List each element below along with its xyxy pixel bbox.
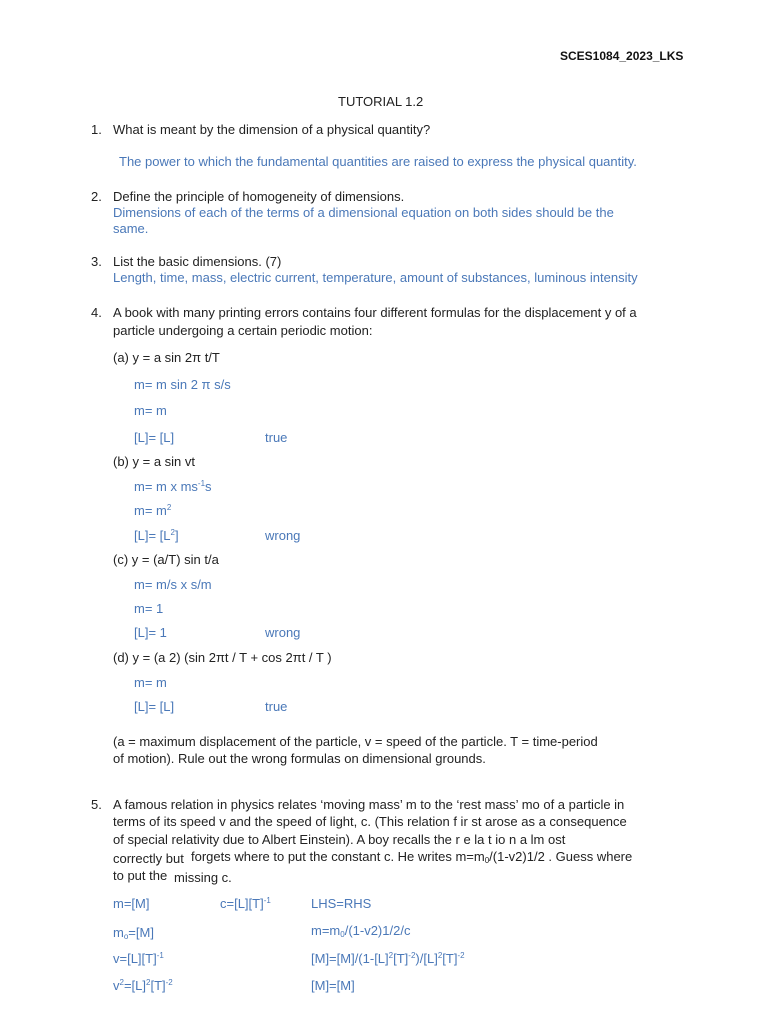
q2-number: 2. (91, 189, 102, 204)
q1-number: 1. (91, 122, 102, 137)
q5-working-final: [M]=[M] (311, 978, 355, 993)
q2-answer-line2: same. (113, 221, 149, 236)
q1-question: What is meant by the dimension of a physical quantity? (113, 122, 431, 137)
q4d-working-1: m= m (134, 675, 167, 690)
q2-answer-line1: Dimensions of each of the terms of a dimensional equation on both sides should be the (113, 205, 614, 220)
q3-answer: Length, time, mass, electric current, temperature, amount of substances, luminous intensity (113, 270, 638, 285)
q4d-formula: (d) y = (a 2) (sin 2πt / T + cos 2πt / T ) (113, 650, 332, 665)
q4c-working-3: [L]= 1 (134, 625, 167, 640)
q5-line3: of special relativity due to Albert Einstein). A boy recalls the r e la t io n a lm ost (113, 832, 566, 847)
course-code: SCES1084_2023_LKS (560, 49, 684, 63)
q4c-formula: (c) y = (a/T) sin t/a (113, 552, 219, 567)
q4a-working-1: m= m sin 2 π s/s (134, 377, 231, 392)
q4d-verdict: true (265, 699, 288, 714)
q4-line1: A book with many printing errors contains four different formulas for the displacement y of a (113, 305, 637, 320)
q4a-formula: (a) y = a sin 2π t/T (113, 350, 220, 365)
q4b-working-1: m= m x $ms^{-1}s$ (134, 479, 212, 494)
q4b-verdict: wrong (265, 528, 301, 543)
q4b-working-3: $[L]= [L^2]$ (134, 528, 179, 543)
q4-number: 4. (91, 305, 102, 320)
q4c-working-2: m= 1 (134, 601, 164, 616)
q5-working-lhs-rhs: LHS=RHS (311, 896, 372, 911)
q5-line4b: forgets where to put the constant c. He writes $m=m_0/(1-v2)1/2$ . Guess where (191, 849, 633, 865)
q5-line5b: missing c. (174, 870, 232, 885)
q4-note-line2: of motion). Rule out the wrong formulas on dimensional grounds. (113, 751, 486, 766)
q4b-working-2: $m= m^2$ (134, 503, 172, 518)
q3-question: List the basic dimensions. (7) (113, 254, 282, 269)
q5-line5a: to put the (113, 868, 168, 883)
q5-line2: terms of its speed v and the speed of light, c. (This relation f ir st arose as a consequence (113, 814, 627, 829)
q1-answer: The power to which the fundamental quantities are raised to express the physical quantity. (119, 154, 637, 169)
q2-question: Define the principle of homogeneity of dimensions. (113, 189, 405, 204)
q5-working-c: $c=[L][T]^{-1}$ (220, 896, 271, 911)
q4-line2: particle undergoing a certain periodic motion: (113, 323, 373, 338)
q5-line4a: correctly but (113, 851, 184, 866)
q5-working-m: m=[M] (113, 896, 150, 911)
q4a-working-2: m= m (134, 403, 167, 418)
q5-number: 5. (91, 797, 102, 812)
q4d-working-2: [L]= [L] (134, 699, 175, 714)
q5-working-equation: $m=m_0/(1-v2)1/2/c$ (311, 923, 411, 939)
q5-working-dimensions: $[M]=[M]/(1-[L]^2[T]^{-2})/[L]^2[T]^{-2}$ (311, 951, 465, 966)
q5-working-v: $v=[L][T]^{-1}$ (113, 951, 164, 966)
q4c-verdict: wrong (265, 625, 301, 640)
q5-line1: A famous relation in physics relates ‘moving mass’ m to the ‘rest mass’ mo of a particle in (113, 797, 625, 812)
q4-note-line1: (a = maximum displacement of the particle, v = speed of the particle. T = time-period (113, 734, 598, 749)
q5-working-v2: $v^2=[L]^2[T]^{-2}$ (113, 978, 173, 993)
q4b-formula: (b) y = a sin vt (113, 454, 195, 469)
q4c-working-1: m= m/s x s/m (134, 577, 212, 592)
q3-number: 3. (91, 254, 102, 269)
q4a-working-3: [L]= [L] (134, 430, 175, 445)
q4a-verdict: true (265, 430, 288, 445)
page-title: TUTORIAL 1.2 (338, 94, 424, 109)
q5-working-mo: $m_o=[M]$ (113, 925, 154, 941)
